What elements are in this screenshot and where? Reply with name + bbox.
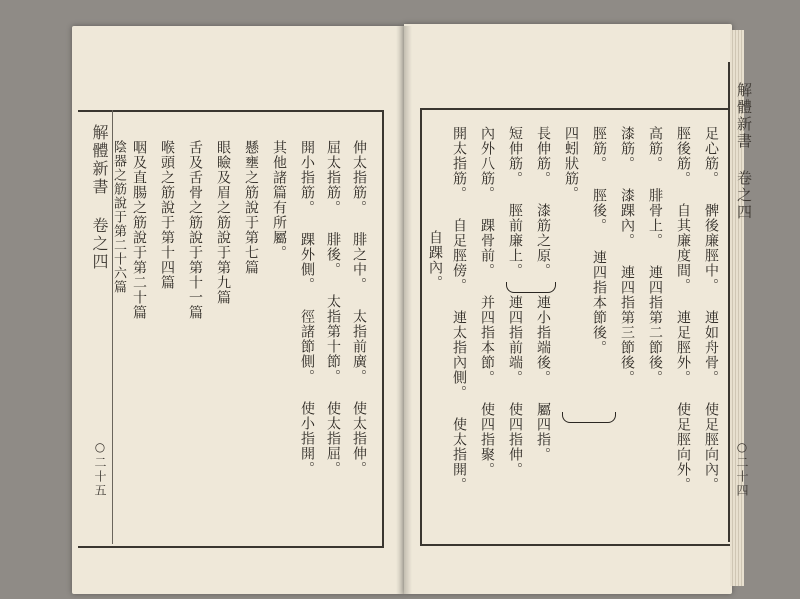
left-column-9: 咽及直腸之筋說于第二十篇 [131, 140, 147, 320]
left-column-7: 舌及舌骨之筋說于第十一篇 [187, 140, 203, 320]
right-brace-small [506, 282, 556, 293]
left-margin-title: 解體新書 卷之四 [90, 124, 109, 271]
left-column-8: 喉頭之筋說于第十四篇 [159, 140, 175, 290]
right-column-5: 脛筋。 脛後。 連四指本節後。 [591, 126, 607, 355]
right-brace-group [562, 412, 616, 423]
right-column-8: 短伸筋。 脛前廉上。 連四指前端。 使四指伸。 [507, 126, 523, 477]
right-column-1: 足心筋。 髀後廉脛中。 連如舟骨。 使足脛向內。 [703, 126, 719, 492]
right-column-11: 自踝內。 [427, 230, 443, 290]
right-column-4: 漆筋。 漆踝內。 連四指第三節後。 [619, 126, 635, 385]
left-column-6: 眼瞼及眉之筋說于第九篇 [215, 140, 231, 305]
right-folio: ○二十四 [735, 440, 749, 498]
right-column-10: 開太指筋。 自足脛傍。 連太指內側。 使太指開。 [451, 126, 467, 492]
right-column-3: 高筋。 腓骨上。 連四指第二節後。 [647, 126, 663, 385]
right-column-2: 脛後筋。 自其廉度間。 連足脛外。 使足脛向外。 [675, 126, 691, 492]
left-column-4: 其他諸篇有所屬。 [271, 140, 287, 260]
right-column-6: 四蚓狀筋。 [563, 126, 579, 201]
left-column-10: 陰器之筋說于第二十六篇 [111, 140, 126, 294]
left-folio: ○二十五 [93, 440, 107, 498]
right-column-9: 內外八筋。 踝骨前。 并四指本節。 使四指聚。 [479, 126, 495, 477]
left-column-1: 伸太指筋。 腓之中。 太指前廣。 使太指伸。 [351, 140, 367, 476]
right-margin-rule [728, 62, 730, 542]
left-column-5: 懸壅之筋說于第七篇 [243, 140, 259, 275]
left-column-2: 屈太指筋。 腓後。 太指第十節。 使太指屈。 [325, 140, 341, 476]
book-gutter [396, 26, 412, 594]
right-column-7: 長伸筋。 漆筋之原。 連小指端後。 屬四指。 [535, 126, 551, 462]
right-margin-title: 解體新書 卷之四 [735, 82, 753, 221]
left-column-3: 開小指筋。 踝外側。 徑諸節側。 使小指開。 [299, 140, 315, 476]
